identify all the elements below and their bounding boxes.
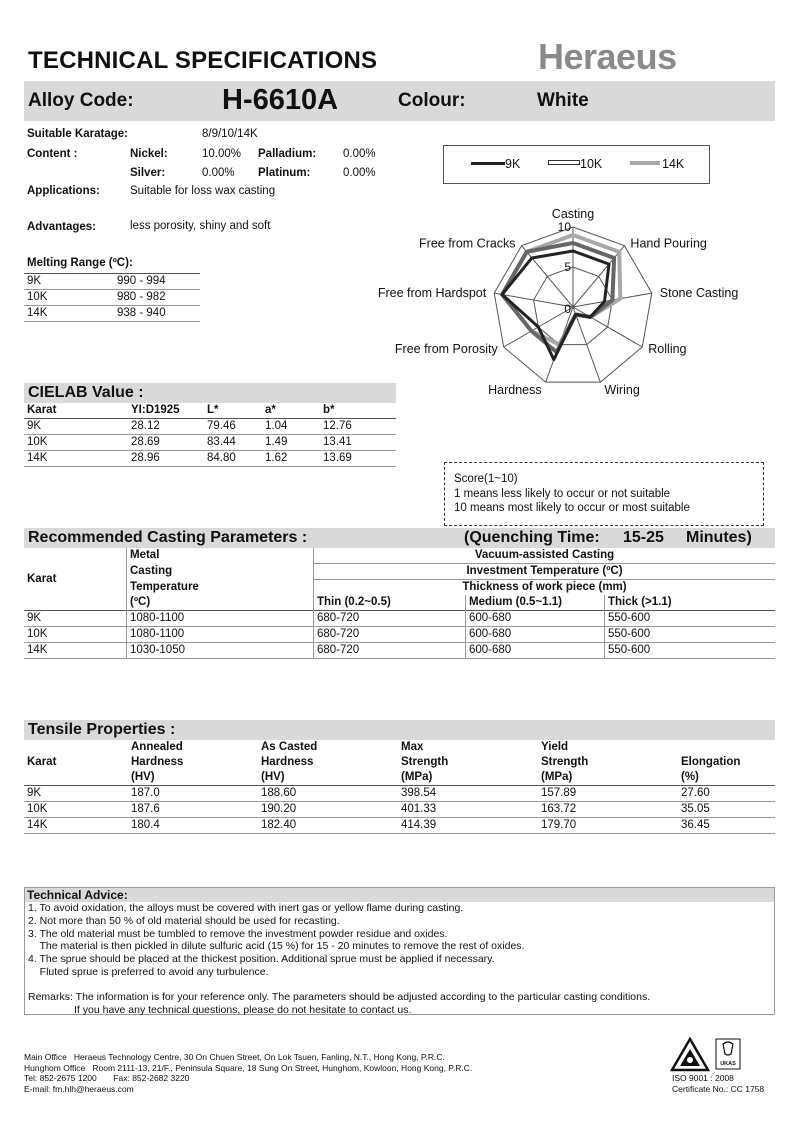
applications-value: Suitable for loss wax casting <box>130 185 276 197</box>
platinum-value: 0.00% <box>343 167 376 179</box>
tensile-table <box>24 740 775 834</box>
footer-phone: Tel: 852-2675 1200 Fax: 852-2682 3220 <box>24 1073 190 1083</box>
silver-value: 0.00% <box>202 167 235 179</box>
table-row: 9K 1080-1100 680-720 600-680 550-600 <box>24 611 775 627</box>
advice-line: 4. The sprue should be placed at the thickest position. Additional sprue must be applied if necessary. <box>28 953 495 966</box>
melting-range-title: Melting Range (ºC): <box>27 257 133 269</box>
table-row: 9K 187.0 188.60 398.54 157.89 27.60 <box>24 786 775 802</box>
radar-series-14k <box>502 235 620 345</box>
table-row: 10K 1080-1100 680-720 600-680 550-600 <box>24 627 775 643</box>
advice-line: The material is then pickled in dilute sulfuric acid (15 %) for 15 - 20 minutes to remove the rest of oxides. <box>28 940 525 953</box>
palladium-value: 0.00% <box>343 148 376 160</box>
casting-table <box>24 548 775 659</box>
legend-label-10k: 10K <box>580 157 603 171</box>
radar-tick-label: 10 <box>557 220 571 234</box>
alloy-code-label: Alloy Code: <box>28 90 134 111</box>
table-row: Karat YI:D1925 L* a* b* <box>24 403 396 419</box>
table-row: Temperature Thickness of work piece (mm) <box>24 580 775 596</box>
score-note-line-1: 1 means less likely to occur or not suitable <box>454 487 671 500</box>
radar-axis-label: Free from Porosity <box>394 342 498 356</box>
quenching-value: 15-25 <box>623 529 664 546</box>
palladium-label: Palladium: <box>258 148 317 160</box>
score-note-line-2: 10 means most likely to occur or most suitable <box>454 502 690 514</box>
karatage-value: 8/9/10/14K <box>202 128 258 140</box>
legend-swatch-9k <box>471 162 505 165</box>
table-row: (ºC) Thin (0.2~0.5) Medium (0.5~1.1) Thick (>1.1) <box>24 595 775 611</box>
footer-email: E-mail: fm.hlh@heraeus.com <box>24 1083 134 1094</box>
table-row: 9K 28.12 79.46 1.04 12.76 <box>24 419 396 435</box>
score-note <box>444 462 764 526</box>
radar-axis-label: Rolling <box>648 342 687 356</box>
radar-labels <box>378 207 739 397</box>
radar-legend <box>443 145 710 184</box>
radar-axis-label: Free from Hardspot <box>377 286 487 301</box>
legend-swatch-14k <box>630 161 660 165</box>
iso-standard: ISO 9001 : 2008 <box>672 1073 734 1083</box>
melting-range-table <box>24 273 200 322</box>
cielab-table <box>24 403 396 467</box>
radar-axis-label: Wiring <box>604 383 640 398</box>
content-label: Content : <box>27 148 78 160</box>
legend-label-9k: 9K <box>505 157 521 171</box>
table-row: 14K 1030-1050 680-720 600-680 550-600 <box>24 643 775 659</box>
footer-main-office: Main Office Heraeus Technology Centre, 30 On Chuen Street, On Lok Tsuen, Fanling, N.T., Hong Kong, P.R.C. <box>24 1052 445 1062</box>
advice-line: 3. The old material must be tumbled to remove the investment powder residue and oxides. <box>28 927 448 940</box>
technical-advice <box>24 887 775 1015</box>
karatage-label: Suitable Karatage: <box>27 128 128 140</box>
radar-axis-label: Hardness <box>488 383 542 398</box>
legend-swatch-10k <box>548 160 580 165</box>
table-row: Karat Hardness Hardness Strength Strength Elongation <box>27 756 741 768</box>
table-row: 10K 187.6 190.20 401.33 163.72 35.05 <box>24 802 775 818</box>
advantages-label: Advantages: <box>27 221 97 233</box>
colour-label: Colour: <box>398 90 466 111</box>
radar-tick-label: 0 <box>564 302 571 316</box>
score-note-title: Score(1~10) <box>454 473 518 485</box>
quenching-unit: Minutes) <box>686 529 752 546</box>
radar-chart <box>355 190 760 415</box>
advice-line: 2. Not more than 50 % of old material should be used for recasting. <box>28 914 340 927</box>
silver-label: Silver: <box>130 167 166 179</box>
document-title: TECHNICAL SPECIFICATIONS <box>28 47 378 74</box>
nickel-label: Nickel: <box>130 148 168 160</box>
table-row: 10K 28.69 83.44 1.49 13.41 <box>24 435 396 451</box>
cielab-title: CIELAB Value : <box>24 383 396 403</box>
table-row: Casting Investment Temperature (ºC) <box>24 564 775 580</box>
table-row: (HV) (HV) (MPa) (MPa) (%) <box>24 770 775 786</box>
radar-spoke <box>573 307 642 347</box>
table-row: 9K 990 - 994 <box>24 274 200 290</box>
certification-marks <box>670 1036 742 1072</box>
radar-tick-label: 5 <box>564 260 571 274</box>
alloy-code-bar <box>24 81 775 121</box>
advice-line: 1. To avoid oxidation, the alloys must be covered with inert gas or yellow flame during casting. <box>28 902 464 914</box>
legend-label-14k: 14K <box>662 157 685 171</box>
footer-address <box>24 1052 472 1094</box>
nickel-value: 10.00% <box>202 148 242 160</box>
certificate-number: Certificate No.: CC 1758 <box>672 1083 765 1094</box>
alloy-code-value: H-6610A <box>222 84 339 116</box>
platinum-label: Platinum: <box>258 167 311 179</box>
ukas-label: UKAS <box>720 1061 736 1067</box>
casting-title-bar <box>24 528 775 548</box>
remarks-line-2: If you have any technical questions, please do not hesitate to contact us. <box>74 1003 412 1016</box>
radar-axis-label: Casting <box>551 207 595 221</box>
table-row: 14K 28.96 84.80 1.62 13.69 <box>24 451 396 467</box>
colour-value: White <box>537 90 589 111</box>
table-row: 10K 980 - 982 <box>24 290 200 306</box>
remarks-line-1: Remarks: The information is for your reference only. The parameters should be adjusted according to the particular casting conditions. <box>28 990 651 1003</box>
radar-axis-label: Free from Cracks <box>419 236 516 251</box>
iso-info <box>672 1073 764 1094</box>
table-row: Karat Metal Vacuum-assisted Casting <box>24 548 775 564</box>
radar-axis-label: Stone Casting <box>659 286 739 301</box>
advice-title: Technical Advice: <box>25 888 774 902</box>
table-row: Annealed As Casted Max Yield <box>131 741 569 753</box>
quenching-label: (Quenching Time: <box>464 529 600 546</box>
tensile-title: Tensile Properties : <box>24 720 775 740</box>
footer-hunghom-office: Hunghom Office Room 2111-13, 21/F., Peninsula Square, 18 Sung On Street, Hunghom, Kowloon, Hong Kong, P.R.C. <box>24 1062 473 1073</box>
casting-title: Recommended Casting Parameters : <box>28 529 308 546</box>
table-row: 14K 180.4 182.40 414.39 179.70 36.45 <box>24 818 775 834</box>
advantages-value: less porosity, shiny and soft <box>130 220 271 232</box>
iso-certification-icon <box>672 1039 708 1070</box>
table-row: 14K 938 - 940 <box>24 306 200 322</box>
heraeus-logo: Heraeus <box>538 36 677 77</box>
advice-line: Fluted sprue is preferred to avoid any turbulence. <box>28 965 269 978</box>
applications-label: Applications: <box>27 185 100 197</box>
radar-axis-label: Hand Pouring <box>630 236 707 251</box>
